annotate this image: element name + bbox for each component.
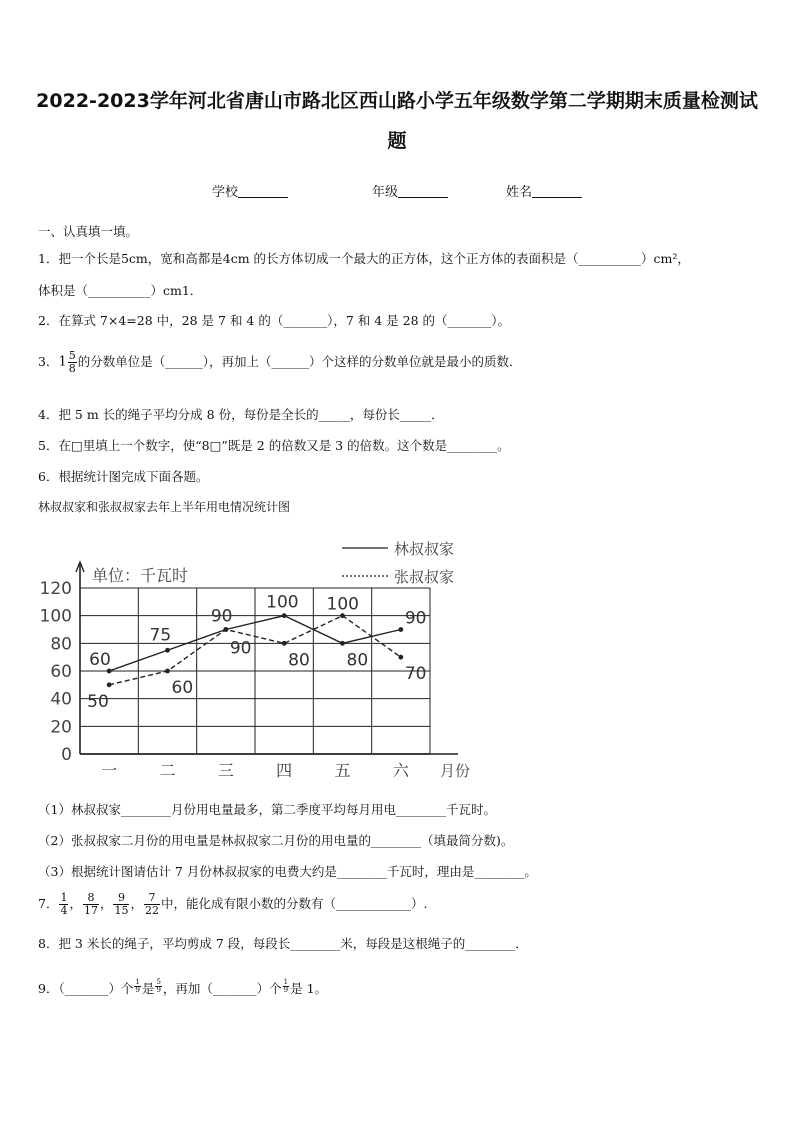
question-6-3: （3）根据统计图请估计 7 月份林叔叔家的电费大约是________千瓦时，理由是________。: [38, 864, 537, 879]
x-tick-label: 三: [217, 761, 234, 780]
question-1-line1: 1．把一个长是5cm，宽和高都是4cm 的长方体切成一个最大的正方体，这个正方体的表面积是（__________）cm²，: [38, 251, 690, 266]
section-heading: 一、认真填一填。: [38, 224, 139, 239]
question-3: 3．1 $\frac{5}{8}$ 的分数单位是（______），再加上（______）个这样的分数单位就是最小的质数．: [38, 349, 522, 375]
chart-grid: [80, 588, 430, 754]
fraction: $\frac{8}{17}$: [83, 891, 98, 917]
data-point: [282, 613, 287, 618]
chart-labels: [87, 540, 470, 780]
data-label: 80: [288, 650, 310, 671]
school-field[interactable]: [212, 181, 288, 200]
fraction: $\frac{7}{22}$: [145, 891, 159, 917]
fraction: $\frac{5}{8}$: [68, 349, 76, 375]
question-9: 9．（_______）个 $\frac{1}{9}$ 是 $\frac{5}{9}$ ，再加（_______）个 $\frac{1}{9}$ 是 1。: [38, 978, 328, 996]
line-chart: [30, 536, 480, 786]
y-tick-label: 60: [50, 662, 72, 682]
question-1-line2: 体积是（__________）cm1．: [38, 283, 203, 298]
y-tick-label: 120: [39, 579, 72, 599]
y-tick-label: 40: [50, 689, 72, 710]
data-label: 100: [266, 592, 299, 613]
x-tick-label: 六: [392, 761, 409, 780]
data-point: [107, 682, 112, 687]
data-label: 60: [89, 650, 111, 670]
data-point: [223, 627, 228, 632]
data-label: 90: [210, 606, 233, 627]
data-label: 80: [346, 650, 369, 671]
data-label: 70: [404, 664, 427, 685]
data-label: 100: [326, 594, 359, 615]
question-2: 2．在算式 7×4=28 中，28 是 7 和 4 的（_______），7 和 4 是 28 的（_______）。: [38, 313, 511, 328]
unit-label: 单位：千瓦时: [92, 566, 189, 585]
fraction: $\frac{1}{4}$: [60, 891, 68, 917]
question-6-2: （2）张叔叔家二月份的用电量是林叔叔家二月份的用电量的________（填最简分数)。: [38, 833, 514, 848]
name-label: 姓名: [506, 185, 533, 200]
fraction: $\frac{5}{9}$: [156, 978, 161, 994]
school-label: 学校: [212, 185, 239, 200]
legend-label: 张叔叔家: [394, 568, 455, 586]
x-tick-label: 四: [276, 761, 293, 780]
data-label: 90: [229, 638, 252, 659]
page-title-line1: 2022-2023学年河北省唐山市路北区西山路小学五年级数学第二学期期末质量检测试: [36, 90, 758, 112]
data-label: 50: [87, 691, 109, 712]
y-tick-label: 80: [50, 634, 72, 655]
fraction: $\frac{9}{15}$: [114, 891, 129, 917]
fraction: $\frac{1}{9}$: [135, 978, 140, 994]
y-tick-label: 100: [39, 606, 72, 627]
question-6: 6．根据统计图完成下面各题。: [38, 469, 209, 484]
y-tick-label: 20: [50, 717, 72, 738]
data-point: [398, 655, 403, 660]
data-point: [398, 627, 403, 632]
data-point: [282, 641, 287, 646]
chart-caption: 林叔叔家和张叔叔家去年上半年用电情况统计图: [38, 500, 291, 514]
fraction: $\frac{1}{9}$: [283, 978, 289, 994]
grade-field[interactable]: [372, 181, 448, 200]
question-8: 8．把 3 米长的绳子，平均剪成 7 段，每段长________米，每段是这根绳子的________．: [38, 936, 528, 951]
page-title-line2: 题: [387, 130, 407, 152]
x-axis-label: 月份: [439, 762, 471, 780]
data-point: [340, 641, 345, 646]
question-7: 7． $\frac{1}{4}$ ， $\frac{8}{17}$ ， $\frac{9}{15}$ ， $\frac{7}{22}$ 中，能化成有限小数的分数有（____________）.: [38, 891, 428, 917]
name-field[interactable]: [506, 181, 582, 200]
data-point: [165, 669, 170, 674]
question-4: 4．把 5 m 长的绳子平均分成 8 份，每份是全长的_____，每份长_____．: [38, 407, 444, 422]
data-label: 90: [404, 608, 427, 629]
data-label: 75: [149, 625, 172, 646]
x-tick-label: 二: [159, 761, 176, 780]
question-5: 5．在□里填上一个数字，使“8□”既是 2 的倍数又是 3 的倍数。这个数是________。: [38, 438, 510, 453]
grade-label: 年级: [372, 185, 399, 200]
data-point: [165, 648, 170, 653]
legend-label: 林叔叔家: [394, 540, 455, 558]
question-6-1: （1）林叔叔家________月份用电量最多，第二季度平均每月用电________千瓦时。: [38, 802, 496, 817]
y-tick-label: 0: [61, 745, 72, 765]
x-tick-label: 一: [101, 761, 118, 780]
x-tick-label: 五: [334, 761, 351, 780]
data-label: 60: [171, 678, 194, 698]
